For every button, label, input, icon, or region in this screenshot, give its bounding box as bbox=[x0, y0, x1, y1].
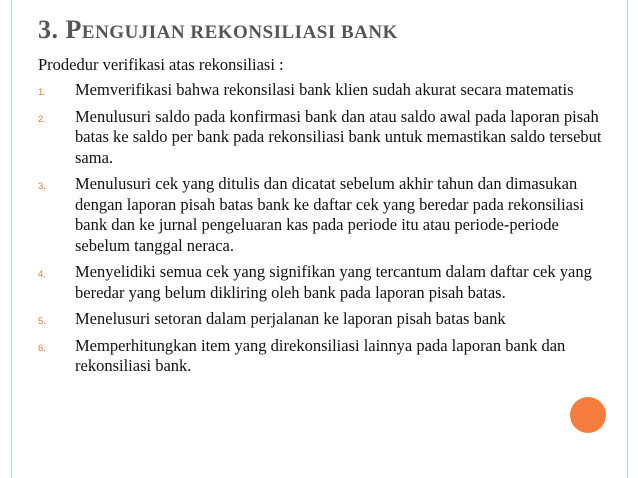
list-item-number: 6. bbox=[38, 342, 46, 354]
list-item-number: 2. bbox=[38, 113, 46, 125]
list-item-text: Menulusuri saldo pada konfirmasi bank dan atau saldo awal pada laporan pisah batas ke saldo per bank pada rekonsiliasi bank untuk memastikan saldo tersebut sama. bbox=[75, 106, 602, 167]
list-item bbox=[38, 262, 608, 303]
list-item-text: Memverifikasi bahwa rekonsilasi bank klien sudah akurat secara matematis bbox=[75, 80, 574, 99]
list-item-number: 5. bbox=[38, 316, 46, 327]
list-item-text: Menyelidiki semua cek yang signifikan yang tercantum dalam daftar cek yang beredar yang belum dikliring oleh bank pada laporan pisah batas. bbox=[75, 262, 592, 302]
list-item-number: 3. bbox=[38, 181, 46, 192]
slide-title bbox=[38, 14, 398, 49]
accent-circle bbox=[570, 397, 606, 433]
list-item-text: Menulusuri cek yang ditulis dan dicatat sebelum akhir tahun dan dimasukan dengan laporan pisah batas bank ke daftar cek yang beredar pada rekonsiliasi bank dan ke jurnal pengeluaran kas pada periode itu atau periode-periode sebelum tanggal neraca. bbox=[75, 174, 584, 255]
list-item-text: Menelusuri setoran dalam perjalanan ke laporan pisah batas bank bbox=[75, 309, 506, 328]
title-rest: ENGUJIAN REKONSILIASI BANK bbox=[81, 22, 398, 43]
list-item-number: 1. bbox=[38, 87, 46, 98]
list-item-text: Memperhitungkan item yang direkonsiliasi lainnya pada laporan bank dan rekonsiliasi bank. bbox=[75, 335, 566, 375]
procedure-list bbox=[38, 80, 608, 383]
title-first-cap: P bbox=[65, 15, 82, 44]
list-item-number: 4. bbox=[38, 269, 46, 280]
list-item bbox=[38, 174, 608, 256]
list-item bbox=[38, 309, 608, 330]
list-item bbox=[38, 80, 608, 101]
intro-text: Prodedur verifikasi atas rekonsiliasi : bbox=[38, 55, 284, 74]
list-item bbox=[38, 107, 608, 169]
list-item bbox=[38, 336, 608, 377]
title-number: 3. bbox=[38, 15, 66, 44]
